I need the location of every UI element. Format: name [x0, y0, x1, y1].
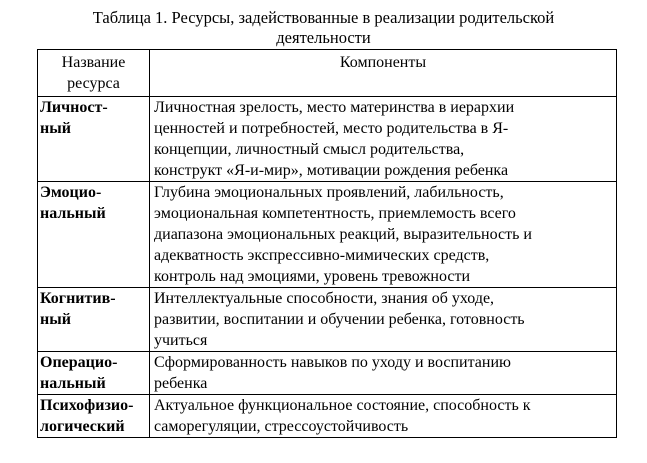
components-line: адекватность экспрессивно-мимических средств,	[154, 247, 490, 264]
table-caption	[0, 8, 647, 48]
resource-name-cell	[38, 288, 150, 352]
header-components-label: Компоненты	[339, 54, 427, 71]
resource-name-line: ный	[40, 120, 71, 137]
table-row	[38, 288, 617, 352]
table-row	[38, 395, 617, 438]
resource-name-line: Операцио-	[40, 354, 118, 371]
resources-table	[37, 49, 617, 438]
resource-name-cell	[38, 395, 150, 438]
table-row	[38, 182, 617, 288]
resource-name-cell	[38, 352, 150, 395]
components-line: ценностей и потребностей, место родительства в Я-	[154, 120, 509, 137]
components-line: развитии, воспитании и обучении ребенка, готовность	[154, 311, 525, 328]
resource-name-line: Эмоцио-	[40, 184, 102, 201]
components-line: диапазона эмоциональных реакций, выразительность и	[154, 226, 532, 243]
components-line: контроль над эмоциями, уровень тревожности	[154, 268, 471, 285]
components-line: эмоциональная компетентность, приемлемость всего	[154, 205, 516, 222]
components-line: учиться	[154, 332, 208, 349]
header-resource-name	[38, 50, 150, 97]
components-cell	[150, 182, 617, 288]
header-components	[150, 50, 617, 97]
components-line: Интеллектуальные способности, знания об уходе,	[154, 290, 495, 307]
components-line: конструкт «Я-и-мир», мотивации рождения ребенка	[154, 162, 509, 179]
components-line: Сформированность навыков по уходу и воспитанию	[154, 354, 511, 371]
resource-name-line: Когнитив-	[40, 290, 116, 307]
table-row	[38, 352, 617, 395]
components-cell	[150, 288, 617, 352]
resource-name-cell	[38, 182, 150, 288]
resource-name-line: Личност-	[40, 99, 108, 116]
resource-name-line: логический	[40, 418, 125, 435]
resource-name-line: нальный	[40, 375, 106, 392]
components-cell	[150, 395, 617, 438]
resource-name-line: нальный	[40, 205, 106, 222]
table-row	[38, 97, 617, 182]
components-line: ребенка	[154, 375, 208, 392]
caption-line-1: Таблица 1. Ресурсы, задействованные в реализации родительской	[92, 8, 555, 27]
caption-line-2: деятельности	[276, 28, 371, 47]
resource-name-line: ный	[40, 311, 71, 328]
components-cell	[150, 352, 617, 395]
header-row	[38, 50, 617, 97]
components-line: концепции, личностный смысл родительства,	[154, 141, 465, 158]
components-line: Глубина эмоциональных проявлений, лабильность,	[154, 184, 504, 201]
header-resource-name-line-2: ресурса	[67, 75, 120, 92]
components-line: Актуальное функциональное состояние, способность к	[154, 397, 531, 414]
resource-name-line: Психофизио-	[40, 397, 134, 414]
header-resource-name-line-1: Название	[61, 54, 126, 71]
components-line: саморегуляции, стрессоустойчивость	[154, 418, 409, 435]
components-cell	[150, 97, 617, 182]
components-line: Личностная зрелость, место материнства в иерархии	[154, 99, 515, 116]
resource-name-cell	[38, 97, 150, 182]
